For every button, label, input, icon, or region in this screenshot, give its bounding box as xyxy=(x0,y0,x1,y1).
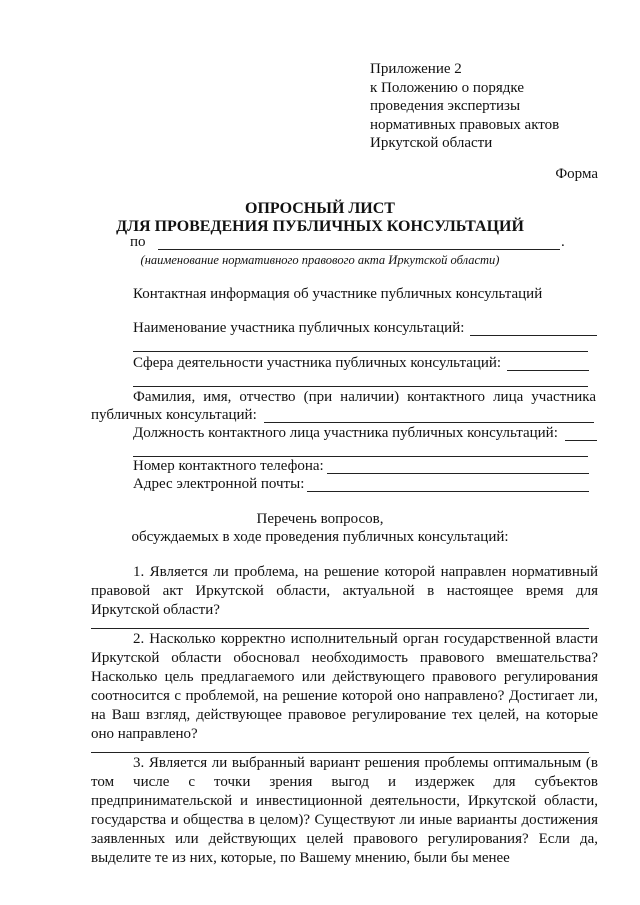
question-1: 1. Является ли проблема, на решение которой направлен нормативный правовой акт Иркутской области, актуальной в настоящее время для Иркутской области? xyxy=(91,564,598,618)
question-3: 3. Является ли выбранный вариант решения проблемы оптимальным (в том числе с точки зрения выгод и издержек для субъектов предпринимательской и инвестиционной деятельности, Иркутской области, государства и общества в целом)? Существуют ли иные варианты достижения заявленных или действующих целей правового регулирования? Если да, выделите те из них, которые, по Вашему мнению, были бы менее xyxy=(91,755,598,866)
questions-heading-line-1: Перечень вопросов, xyxy=(256,511,384,527)
activity-sphere-field-cont[interactable] xyxy=(133,386,588,387)
appendix-note xyxy=(370,60,559,153)
participant-name-label: Наименование участника публичных консультаций: xyxy=(133,320,465,336)
person-name-label-line-2: публичных консультаций: xyxy=(91,407,257,423)
appendix-line-5: Иркутской области xyxy=(370,135,493,151)
question-2: 2. Насколько корректно исполнительный орган государственной власти Иркутской области обосновал необходимость правового вмешательства? Насколько цель предлагаемого или действующего правового регулирования соотносится с проблемой, на решение которой оно направлено? Достигает ли, на Ваш взгляд, действующее правовое регулирование тех целей, на которые оно направлено? xyxy=(91,631,598,742)
person-name-field[interactable] xyxy=(264,422,594,423)
form-label: Форма xyxy=(555,166,598,182)
position-field-cont[interactable] xyxy=(133,456,588,457)
phone-label: Номер контактного телефона: xyxy=(133,458,324,474)
phone-field[interactable] xyxy=(327,473,589,474)
act-name-field[interactable] xyxy=(158,249,560,250)
appendix-line-3: проведения экспертизы xyxy=(370,98,521,114)
contact-heading: Контактная информация об участнике публичных консультаций xyxy=(133,286,543,302)
email-label: Адрес электронной почты: xyxy=(133,476,305,492)
question-2-answer-field[interactable] xyxy=(91,752,589,753)
act-name-hint: (наименование нормативного правового акта Иркутской области) xyxy=(140,253,500,267)
position-label: Должность контактного лица участника публичных консультаций: xyxy=(133,425,558,441)
appendix-line-1: Приложение 2 xyxy=(370,61,462,77)
participant-name-field[interactable] xyxy=(470,335,597,336)
po-prefix: по xyxy=(130,234,146,250)
person-name-label-line-1: Фамилия, имя, отчество (при наличии) контактного лица участника xyxy=(133,389,596,405)
activity-sphere-field[interactable] xyxy=(507,370,589,371)
questions-heading-line-2: обсуждаемых в ходе проведения публичных консультаций: xyxy=(131,529,509,545)
question-1-answer-field[interactable] xyxy=(91,628,589,629)
appendix-line-4: нормативных правовых актов xyxy=(370,116,560,133)
email-field[interactable] xyxy=(307,491,589,492)
po-suffix: . xyxy=(561,234,565,250)
document-title-line-1: ОПРОСНЫЙ ЛИСТ xyxy=(245,200,395,217)
appendix-line-2: к Положению о порядке xyxy=(370,79,524,96)
position-field[interactable] xyxy=(565,440,597,441)
participant-name-field-cont[interactable] xyxy=(133,351,588,352)
document-title-line-2: ДЛЯ ПРОВЕДЕНИЯ ПУБЛИЧНЫХ КОНСУЛЬТАЦИЙ xyxy=(116,218,524,235)
activity-sphere-label: Сфера деятельности участника публичных консультаций: xyxy=(133,355,502,371)
